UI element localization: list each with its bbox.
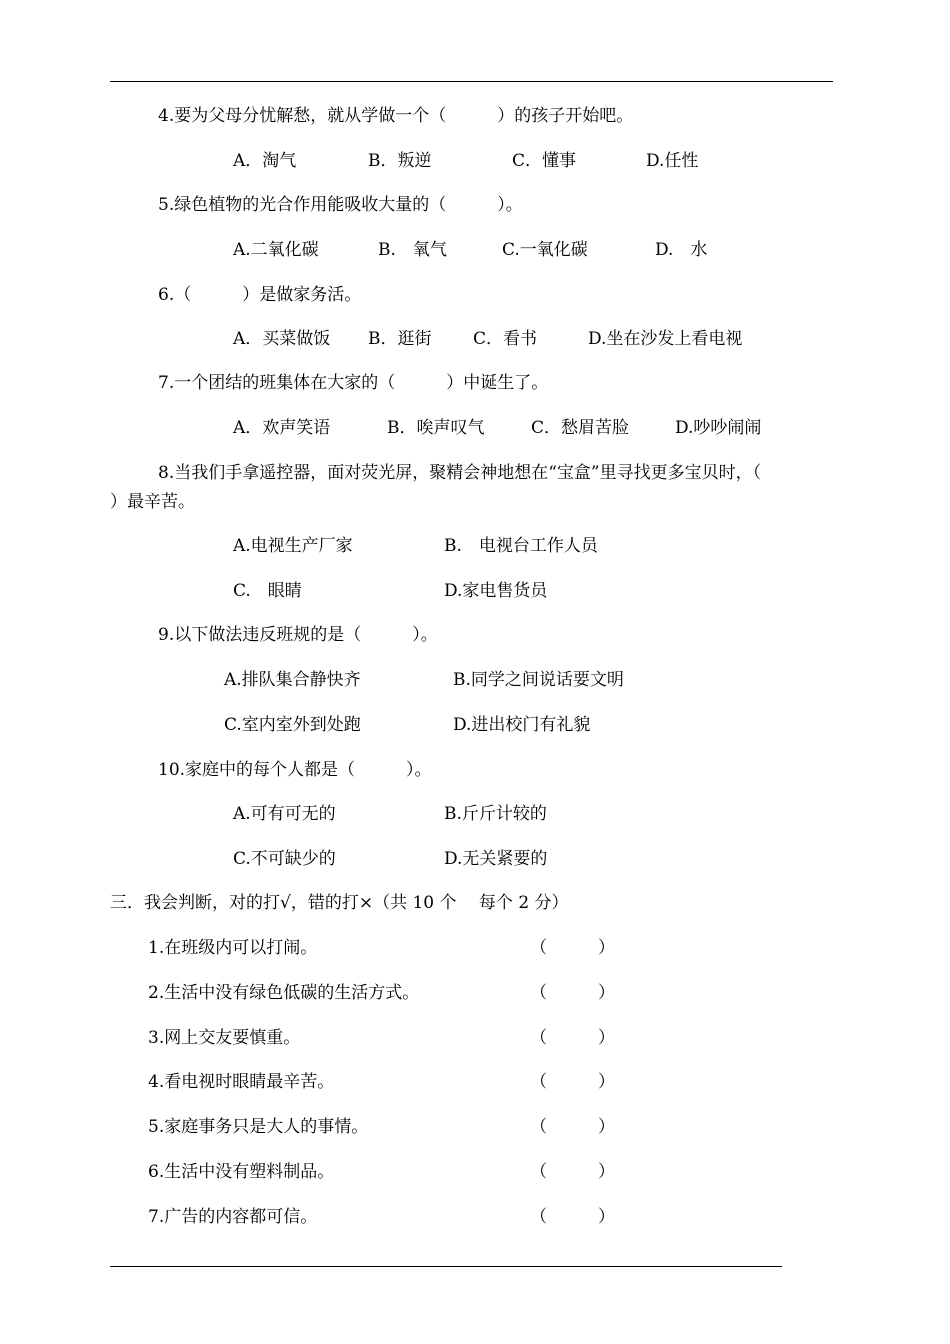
header-rule [110, 81, 833, 82]
question-10-stem: 10.家庭中的每个人都是（ ）。 [158, 760, 432, 780]
question-5-option-b: B. 氧气 [378, 240, 447, 260]
question-6-option-c: C．看书 [473, 329, 538, 349]
judge-item-2: 2.生活中没有绿色低碳的生活方式。 [148, 983, 420, 1003]
judge-item-3: 3.网上交友要慎重。 [148, 1028, 301, 1048]
judge-item-1-answer-paren: （ ） [530, 938, 615, 958]
judge-item-4: 4.看电视时眼睛最辛苦。 [148, 1072, 335, 1092]
question-9-stem: 9.以下做法违反班规的是（ ）。 [158, 625, 438, 645]
question-7-option-b: B．唉声叹气 [387, 418, 485, 438]
judge-item-5: 5.家庭事务只是大人的事情。 [148, 1117, 369, 1137]
question-9-option-c: C.室内室外到处跑 [224, 715, 361, 735]
question-7-option-c: C．愁眉苦脸 [531, 418, 630, 438]
question-8-option-d: D.家电售货员 [444, 581, 548, 601]
question-9-option-b: B.同学之间说话要文明 [453, 670, 624, 690]
question-6-stem: 6.（ ）是做家务活。 [158, 285, 362, 305]
question-5-option-a: A.二氧化碳 [233, 240, 319, 260]
judge-item-5-answer-paren: （ ） [530, 1117, 615, 1137]
question-4-option-a: A．淘气 [233, 151, 297, 171]
question-8-stem-line-1: 8.当我们手拿遥控器，面对荧光屏，聚精会神地想在“宝盒”里寻找更多宝贝时，（ [158, 463, 762, 483]
question-6-option-a: A．买菜做饭 [233, 329, 331, 349]
question-7-option-d: D.吵吵闹闹 [675, 418, 762, 438]
question-7-option-a: A．欢声笑语 [233, 418, 331, 438]
question-5-option-c: C.一氧化碳 [502, 240, 588, 260]
question-10-option-c: C.不可缺少的 [233, 849, 336, 869]
question-5-stem: 5.绿色植物的光合作用能吸收大量的（ ）。 [158, 195, 523, 215]
question-8-option-a: A.电视生产厂家 [233, 536, 353, 556]
judge-item-6: 6.生活中没有塑料制品。 [148, 1162, 335, 1182]
judge-item-7-answer-paren: （ ） [530, 1207, 615, 1227]
question-4-stem: 4.要为父母分忧解愁，就从学做一个（ ）的孩子开始吧。 [158, 106, 634, 126]
question-10-option-d: D.无关紧要的 [444, 849, 548, 869]
question-7-stem: 7.一个团结的班集体在大家的（ ）中诞生了。 [158, 373, 549, 393]
judge-item-1: 1.在班级内可以打闹。 [148, 938, 318, 958]
question-4-option-c: C．懂事 [512, 151, 577, 171]
question-8-option-b: B. 电视台工作人员 [444, 536, 598, 556]
judge-item-4-answer-paren: （ ） [530, 1072, 615, 1092]
question-10-option-a: A.可有可无的 [233, 804, 336, 824]
footer-rule [110, 1266, 782, 1267]
question-8-option-c: C. 眼睛 [233, 581, 302, 601]
question-10-option-b: B.斤斤计较的 [444, 804, 547, 824]
question-9-option-a: A.排队集合静快齐 [224, 670, 361, 690]
question-4-option-b: B．叛逆 [368, 151, 432, 171]
question-5-option-d: D. 水 [655, 240, 708, 260]
judge-item-6-answer-paren: （ ） [530, 1162, 615, 1182]
judge-item-2-answer-paren: （ ） [530, 983, 615, 1003]
section-3-title: 三．我会判断，对的打√，错的打×（共 10 个 每个 2 分） [110, 893, 569, 913]
question-6-option-d: D.坐在沙发上看电视 [588, 329, 743, 349]
question-8-stem-line-2: ）最辛苦。 [110, 492, 195, 512]
question-4-option-d: D.任性 [646, 151, 699, 171]
judge-item-3-answer-paren: （ ） [530, 1028, 615, 1048]
question-9-option-d: D.进出校门有礼貌 [453, 715, 591, 735]
question-6-option-b: B．逛街 [368, 329, 432, 349]
judge-item-7: 7.广告的内容都可信。 [148, 1207, 318, 1227]
